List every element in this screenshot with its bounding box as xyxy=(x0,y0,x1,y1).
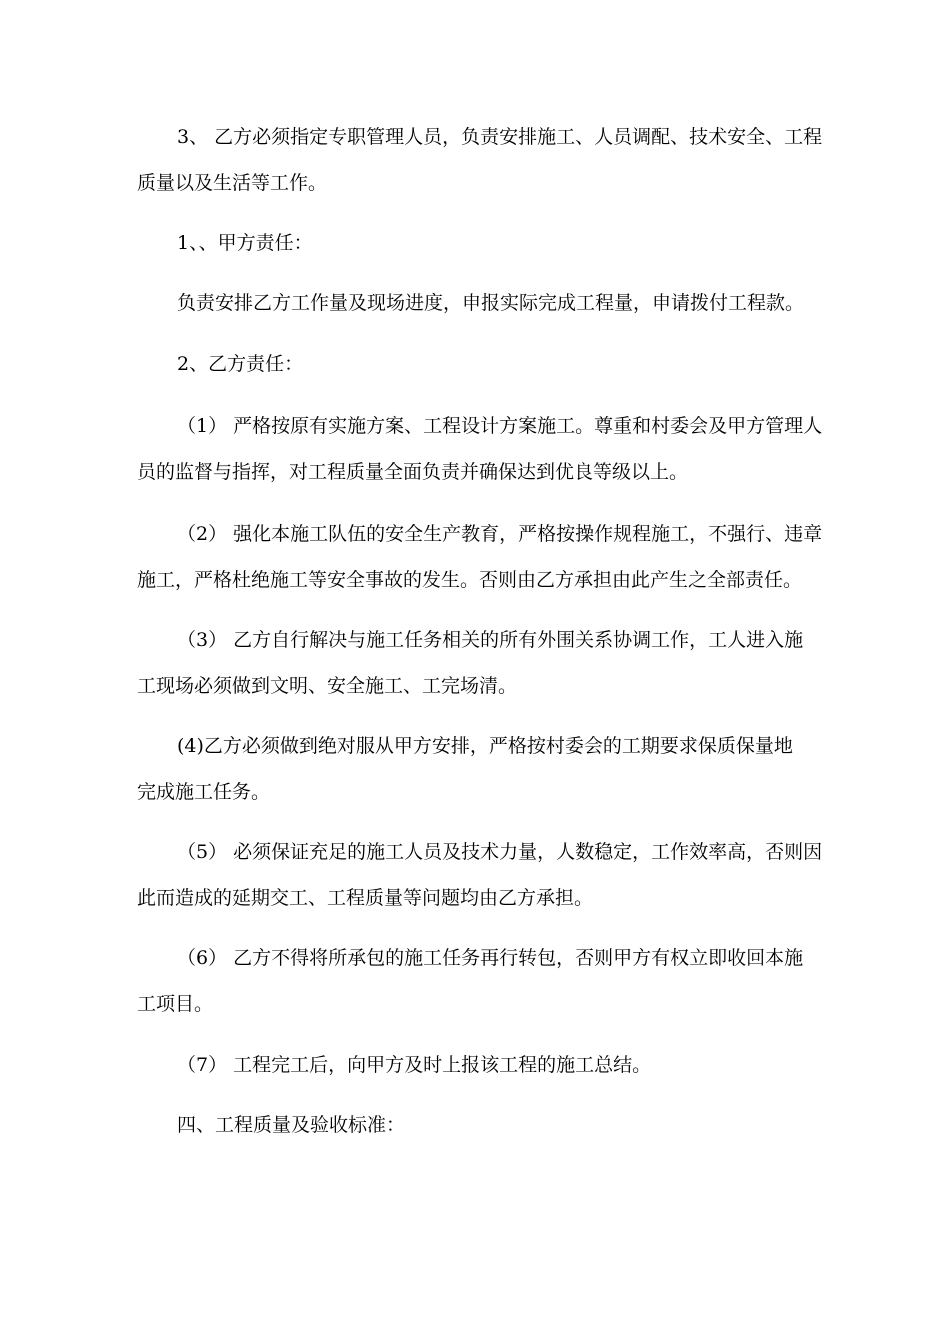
text-line: （3） 乙方自行解决与施工任务相关的所有外围关系协调工作，工人进入施 xyxy=(177,629,804,651)
text-line: 2、乙方责任： xyxy=(177,353,304,375)
text-line: （6） 乙方不得将所承包的施工任务再行转包，否则甲方有权立即收回本施 xyxy=(177,947,804,969)
clause-4 xyxy=(137,723,817,815)
heading-party-b-duties xyxy=(137,341,817,387)
text-line: 四、工程质量及验收标准： xyxy=(177,1114,406,1136)
paragraph-party-a-duties xyxy=(137,280,817,326)
text-line: 工现场必须做到文明、安全施工、工完场清。 xyxy=(137,675,518,697)
text-line: 工项目。 xyxy=(137,993,214,1015)
text-line: 员的监督与指挥，对工程质量全面负责并确保达到优良等级以上。 xyxy=(137,461,689,483)
text-line: 3、 乙方必须指定专职管理人员，负责安排施工、人员调配、技术安全、工程 xyxy=(177,126,823,148)
clause-2 xyxy=(137,511,823,603)
paragraph-3-staffing xyxy=(137,114,823,206)
heading-section-4-quality xyxy=(137,1102,817,1148)
text-line: 此而造成的延期交工、工程质量等问题均由乙方承担。 xyxy=(137,887,594,909)
clause-6 xyxy=(137,935,817,1027)
text-line: 负责安排乙方工作量及现场进度，申报实际完成工程量，申请拨付工程款。 xyxy=(177,292,805,314)
clause-1 xyxy=(137,403,823,495)
text-line: （5） 必须保证充足的施工人员及技术力量，人数稳定，工作效率高，否则因 xyxy=(177,841,823,863)
text-line: 完成施工任务。 xyxy=(137,781,271,803)
text-line: 1、、甲方责任： xyxy=(177,232,313,254)
heading-party-a-duties xyxy=(137,220,817,266)
clause-5 xyxy=(137,829,823,921)
text-line: 质量以及生活等工作。 xyxy=(137,172,328,194)
text-line: （1） 严格按原有实施方案、工程设计方案施工。尊重和村委会及甲方管理人 xyxy=(177,415,823,437)
text-line: （2） 强化本施工队伍的安全生产教育，严格按操作规程施工，不强行、违章 xyxy=(177,523,823,545)
clause-3 xyxy=(137,617,817,709)
text-line: （7） 工程完工后，向甲方及时上报该工程的施工总结。 xyxy=(177,1054,652,1076)
text-line: 施工，严格杜绝施工等安全事故的发生。否则由乙方承担由此产生之全部责任。 xyxy=(137,569,803,591)
text-line: (4)乙方必须做到绝对服从甲方安排，严格按村委会的工期要求保质保量地 xyxy=(177,735,793,757)
clause-7 xyxy=(137,1042,817,1088)
